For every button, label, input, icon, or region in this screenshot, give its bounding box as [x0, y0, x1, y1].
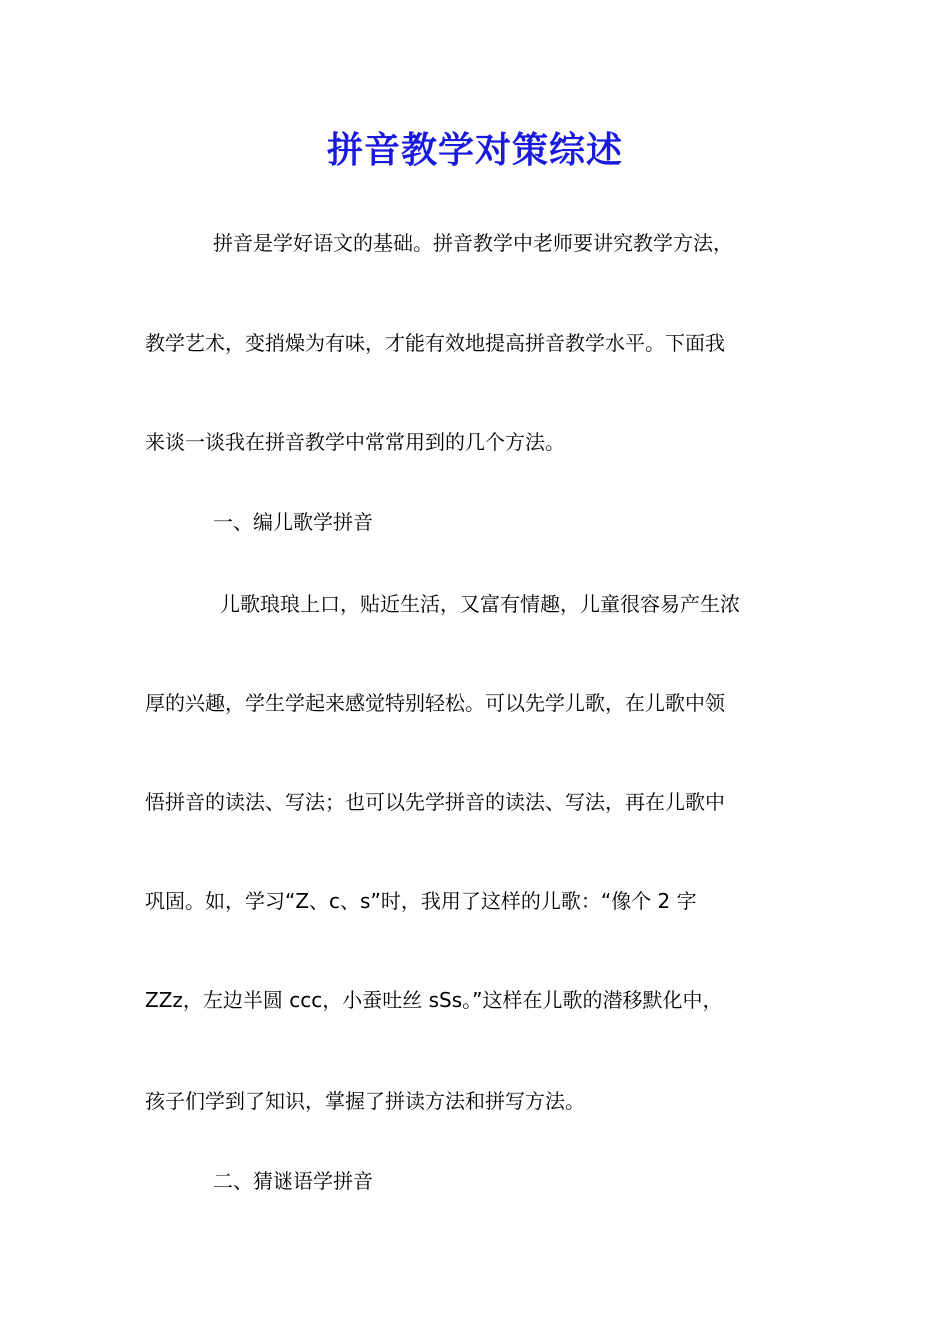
paragraph-line: ZZz，左边半圆 ccc，小蚕吐丝 sSs。”这样在儿歌的潜移默化中， — [145, 988, 723, 1012]
paragraph-line: 儿歌琅琅上口，贴近生活，又富有情趣，儿童很容易产生浓 — [220, 592, 740, 616]
section-heading: 一、编儿歌学拼音 — [213, 510, 373, 534]
paragraph-line: 孩子们学到了知识，掌握了拼读方法和拼写方法。 — [145, 1089, 585, 1113]
paragraph-line: 拼音是学好语文的基础。拼音教学中老师要讲究教学方法， — [213, 231, 733, 255]
paragraph-line: 教学艺术，变捎燥为有味，才能有效地提高拼音教学水平。下面我 — [145, 331, 725, 355]
paragraph-line: 厚的兴趣，学生学起来感觉特别轻松。可以先学儿歌，在儿歌中领 — [145, 691, 725, 715]
document-title: 拼音教学对策综述 — [326, 129, 623, 171]
paragraph-line: 来谈一谈我在拼音教学中常常用到的几个方法。 — [145, 430, 565, 454]
paragraph-line: 悟拼音的读法、写法；也可以先学拼音的读法、写法，再在儿歌中 — [145, 790, 725, 814]
paragraph-line: 巩固。如，学习“Z、c、s”时，我用了这样的儿歌：“像个 2 字 — [145, 889, 697, 913]
section-heading: 二、猜谜语学拼音 — [213, 1169, 373, 1193]
